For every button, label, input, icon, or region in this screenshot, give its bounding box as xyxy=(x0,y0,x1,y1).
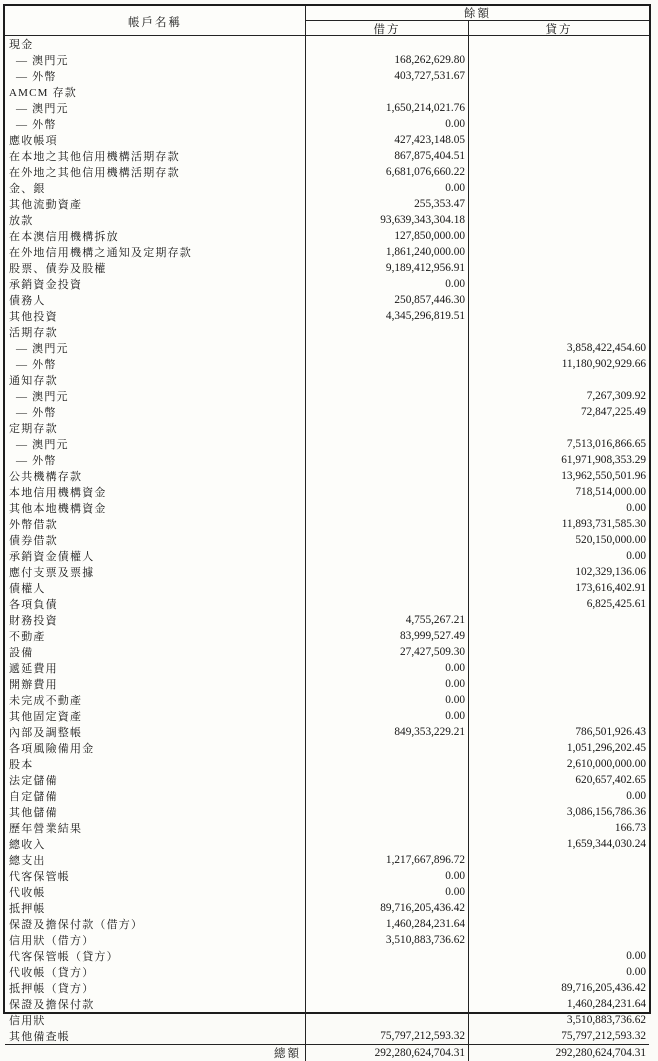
total-debit-value: 292,280,624,704.31 xyxy=(306,1045,469,1061)
table-row xyxy=(5,212,649,228)
debit-cell xyxy=(306,356,469,372)
table-row xyxy=(5,964,649,980)
table-row xyxy=(5,580,649,596)
table-row xyxy=(5,116,649,132)
account-cell: 承銷資金投資 xyxy=(5,276,306,292)
table-row xyxy=(5,532,649,548)
account-cell: 抵押帳（貸方） xyxy=(5,980,306,996)
table-row xyxy=(5,276,649,292)
account-cell: 債券借款 xyxy=(5,532,306,548)
account-cell: 代收帳 xyxy=(5,884,306,900)
debit-cell: 1,460,284,231.64 xyxy=(306,916,469,932)
credit-cell xyxy=(469,676,649,692)
account-cell: 在外地之其他信用機構活期存款 xyxy=(5,164,306,180)
debit-cell: 0.00 xyxy=(306,276,469,292)
debit-cell: 0.00 xyxy=(306,884,469,900)
account-cell: 應付支票及票據 xyxy=(5,564,306,580)
debit-cell xyxy=(306,772,469,788)
table-row xyxy=(5,916,649,932)
credit-cell: 0.00 xyxy=(626,550,646,562)
credit-cell: 2,610,000,000.00 xyxy=(566,758,646,770)
debit-cell xyxy=(306,996,469,1012)
credit-cell: 520,150,000.00 xyxy=(575,534,646,546)
table-body xyxy=(5,36,649,1044)
debit-cell xyxy=(306,484,469,500)
table-row xyxy=(5,292,649,308)
account-cell: — 澳門元 xyxy=(5,388,306,404)
table-row xyxy=(5,932,649,948)
debit-cell xyxy=(306,324,469,340)
credit-cell xyxy=(469,884,649,900)
table-row xyxy=(5,692,649,708)
account-cell: 外幣借款 xyxy=(5,516,306,532)
credit-cell: 166.73 xyxy=(614,822,646,834)
table-row xyxy=(5,868,649,884)
debit-cell: 250,857,446.30 xyxy=(306,292,469,308)
account-cell: 未完成不動產 xyxy=(5,692,306,708)
debit-cell: 1,217,667,896.72 xyxy=(306,852,469,868)
credit-cell xyxy=(469,228,649,244)
debit-cell: 3,510,883,736.62 xyxy=(306,932,469,948)
credit-cell: 0.00 xyxy=(626,790,646,802)
debit-cell: 849,353,229.21 xyxy=(306,724,469,740)
credit-cell xyxy=(469,308,649,324)
account-cell: 應收帳項 xyxy=(5,132,306,148)
debit-cell xyxy=(306,836,469,852)
account-cell: — 外幣 xyxy=(5,404,306,420)
account-cell: 股票、債券及股權 xyxy=(5,260,306,276)
credit-cell: 102,329,136.06 xyxy=(575,566,646,578)
account-cell: 總收入 xyxy=(5,836,306,852)
credit-cell xyxy=(469,68,649,84)
account-cell: 債務人 xyxy=(5,292,306,308)
debit-cell xyxy=(306,548,469,564)
credit-cell xyxy=(469,420,649,436)
debit-cell: 0.00 xyxy=(306,692,469,708)
account-cell: 其他流動資產 xyxy=(5,196,306,212)
balance-header-section xyxy=(306,6,649,37)
debit-cell: 0.00 xyxy=(306,676,469,692)
table-row xyxy=(5,180,649,196)
debit-cell: 0.00 xyxy=(306,660,469,676)
debit-cell xyxy=(306,436,469,452)
credit-cell xyxy=(469,116,649,132)
credit-cell: 13,962,550,501.96 xyxy=(561,470,646,482)
credit-cell: 75,797,212,593.32 xyxy=(561,1030,646,1042)
account-cell: — 澳門元 xyxy=(5,340,306,356)
table-row xyxy=(5,612,649,628)
debit-cell: 255,353.47 xyxy=(306,196,469,212)
account-cell: 其他本地機構資金 xyxy=(5,500,306,516)
account-cell: 總支出 xyxy=(5,852,306,868)
credit-cell xyxy=(469,692,649,708)
account-cell: 在外地信用機構之通知及定期存款 xyxy=(5,244,306,260)
credit-cell xyxy=(469,180,649,196)
debit-cell xyxy=(306,948,469,964)
account-cell: 不動產 xyxy=(5,628,306,644)
account-cell: 抵押帳 xyxy=(5,900,306,916)
account-cell: 金、銀 xyxy=(5,180,306,196)
account-cell: 遞延費用 xyxy=(5,660,306,676)
account-cell: — 澳門元 xyxy=(5,52,306,68)
credit-cell xyxy=(469,260,649,276)
credit-cell xyxy=(469,244,649,260)
credit-cell xyxy=(469,660,649,676)
account-cell: 財務投資 xyxy=(5,612,306,628)
credit-cell xyxy=(469,36,649,52)
debit-column-header: 借方 xyxy=(306,21,469,37)
credit-cell xyxy=(469,164,649,180)
balance-group-header: 餘額 xyxy=(306,6,649,21)
table-row xyxy=(5,900,649,916)
credit-cell xyxy=(469,132,649,148)
credit-cell: 3,510,883,736.62 xyxy=(566,1014,646,1026)
account-cell: 債權人 xyxy=(5,580,306,596)
credit-cell: 1,460,284,231.64 xyxy=(566,998,646,1010)
debit-cell: 27,427,509.30 xyxy=(306,644,469,660)
debit-cell: 93,639,343,304.18 xyxy=(306,212,469,228)
credit-cell xyxy=(469,148,649,164)
account-cell: 信用狀（借方） xyxy=(5,932,306,948)
account-cell: 內部及調整帳 xyxy=(5,724,306,740)
account-cell: 本地信用機構資金 xyxy=(5,484,306,500)
account-cell: — 澳門元 xyxy=(5,436,306,452)
account-cell: 保證及擔保付款（借方） xyxy=(5,916,306,932)
account-cell: 通知存款 xyxy=(5,372,306,388)
table-row xyxy=(5,996,649,1012)
credit-cell xyxy=(469,292,649,308)
table-row xyxy=(5,548,649,564)
account-name-header: 帳戶名稱 xyxy=(5,6,306,37)
credit-cell xyxy=(469,628,649,644)
table-row xyxy=(5,644,649,660)
table-row xyxy=(5,884,649,900)
credit-cell: 3,858,422,454.60 xyxy=(566,342,646,354)
debit-cell: 0.00 xyxy=(306,708,469,724)
table-row xyxy=(5,420,649,436)
account-cell: 放款 xyxy=(5,212,306,228)
table-row xyxy=(5,708,649,724)
account-cell: — 外幣 xyxy=(5,116,306,132)
debit-cell xyxy=(306,516,469,532)
debit-credit-header-row xyxy=(306,21,649,37)
debit-cell: 9,189,412,956.91 xyxy=(306,260,469,276)
credit-cell: 786,501,926.43 xyxy=(575,726,646,738)
table-row xyxy=(5,660,649,676)
account-cell: 承銷資金債權人 xyxy=(5,548,306,564)
table-row xyxy=(5,452,649,468)
debit-cell xyxy=(306,532,469,548)
credit-cell xyxy=(469,276,649,292)
credit-cell xyxy=(469,932,649,948)
table-row xyxy=(5,564,649,580)
credit-cell xyxy=(469,84,649,100)
debit-cell xyxy=(306,500,469,516)
account-cell: 其他儲備 xyxy=(5,804,306,820)
debit-cell: 0.00 xyxy=(306,180,469,196)
table-row xyxy=(5,132,649,148)
debit-cell xyxy=(306,1012,469,1028)
table-row xyxy=(5,516,649,532)
debit-cell xyxy=(306,404,469,420)
debit-cell: 427,423,148.05 xyxy=(306,132,469,148)
credit-cell xyxy=(469,212,649,228)
account-cell: 設備 xyxy=(5,644,306,660)
account-cell: — 外幣 xyxy=(5,68,306,84)
table-row xyxy=(5,628,649,644)
debit-cell: 0.00 xyxy=(306,868,469,884)
credit-cell xyxy=(469,612,649,628)
table-row xyxy=(5,836,649,852)
account-cell: 代收帳（貸方） xyxy=(5,964,306,980)
credit-cell xyxy=(469,372,649,388)
credit-cell: 1,659,344,030.24 xyxy=(566,838,646,850)
debit-cell xyxy=(306,84,469,100)
table-row xyxy=(5,388,649,404)
table-row xyxy=(5,804,649,820)
account-cell: 活期存款 xyxy=(5,324,306,340)
account-cell: 代客保管帳（貸方） xyxy=(5,948,306,964)
credit-cell xyxy=(469,868,649,884)
table-row xyxy=(5,308,649,324)
table-row xyxy=(5,948,649,964)
table-row xyxy=(5,244,649,260)
debit-cell xyxy=(306,820,469,836)
credit-cell xyxy=(469,708,649,724)
debit-cell: 4,755,267.21 xyxy=(306,612,469,628)
debit-cell xyxy=(306,980,469,996)
credit-cell xyxy=(469,100,649,116)
total-label: 總額 xyxy=(5,1045,306,1061)
table-row xyxy=(5,740,649,756)
credit-cell: 0.00 xyxy=(626,950,646,962)
account-cell: 保證及擔保付款 xyxy=(5,996,306,1012)
account-cell: 股本 xyxy=(5,756,306,772)
debit-cell xyxy=(306,596,469,612)
debit-cell: 1,650,214,021.76 xyxy=(306,100,469,116)
credit-cell: 11,893,731,585.30 xyxy=(561,518,646,530)
table-row xyxy=(5,500,649,516)
credit-cell: 3,086,156,786.36 xyxy=(566,806,646,818)
credit-cell xyxy=(469,196,649,212)
debit-cell: 4,345,296,819.51 xyxy=(306,308,469,324)
debit-cell xyxy=(306,340,469,356)
account-cell: 代客保管帳 xyxy=(5,868,306,884)
debit-cell xyxy=(306,804,469,820)
credit-cell: 6,825,425.61 xyxy=(586,598,646,610)
credit-cell: 11,180,902,929.66 xyxy=(561,358,646,370)
account-cell: 其他投資 xyxy=(5,308,306,324)
table-row xyxy=(5,84,649,100)
debit-cell: 0.00 xyxy=(306,116,469,132)
table-row xyxy=(5,356,649,372)
debit-cell: 75,797,212,593.32 xyxy=(306,1028,469,1044)
table-row xyxy=(5,52,649,68)
account-cell: AMCM 存款 xyxy=(5,84,306,100)
credit-cell: 72,847,225.49 xyxy=(581,406,646,418)
debit-cell xyxy=(306,36,469,52)
debit-cell xyxy=(306,372,469,388)
balance-table xyxy=(3,4,651,1060)
table-row xyxy=(5,100,649,116)
credit-cell: 0.00 xyxy=(626,966,646,978)
table-row xyxy=(5,68,649,84)
credit-cell: 1,051,296,202.45 xyxy=(566,742,646,754)
credit-column-header: 貸方 xyxy=(545,24,573,36)
credit-cell xyxy=(469,644,649,660)
credit-cell: 61,971,908,353.29 xyxy=(561,454,646,466)
debit-cell xyxy=(306,452,469,468)
table-row xyxy=(5,404,649,420)
table-row xyxy=(5,196,649,212)
account-cell: 各項風險備用金 xyxy=(5,740,306,756)
credit-cell: 7,267,309.92 xyxy=(586,390,646,402)
account-cell: 開辦費用 xyxy=(5,676,306,692)
debit-cell xyxy=(306,580,469,596)
account-cell: — 外幣 xyxy=(5,452,306,468)
table-row xyxy=(5,260,649,276)
account-cell: 自定儲備 xyxy=(5,788,306,804)
table-row xyxy=(5,148,649,164)
credit-cell xyxy=(469,916,649,932)
credit-cell: 89,716,205,436.42 xyxy=(561,982,646,994)
table-row xyxy=(5,468,649,484)
table-row xyxy=(5,1028,649,1044)
credit-cell xyxy=(469,52,649,68)
credit-cell xyxy=(469,324,649,340)
account-cell: 歷年營業結果 xyxy=(5,820,306,836)
account-cell: 在本地之其他信用機構活期存款 xyxy=(5,148,306,164)
account-cell: 各項負債 xyxy=(5,596,306,612)
debit-cell xyxy=(306,756,469,772)
table-row xyxy=(5,788,649,804)
table-row xyxy=(5,372,649,388)
account-cell: 在本澳信用機構拆放 xyxy=(5,228,306,244)
credit-cell xyxy=(469,852,649,868)
account-cell: 公共機構存款 xyxy=(5,468,306,484)
credit-cell: 0.00 xyxy=(626,502,646,514)
account-cell: 現金 xyxy=(5,36,306,52)
credit-cell: 718,514,000.00 xyxy=(575,486,646,498)
table-row xyxy=(5,724,649,740)
account-cell: — 澳門元 xyxy=(5,100,306,116)
debit-cell xyxy=(306,420,469,436)
debit-cell: 1,861,240,000.00 xyxy=(306,244,469,260)
credit-cell: 7,513,016,866.65 xyxy=(566,438,646,450)
total-row xyxy=(5,1044,649,1061)
table-row xyxy=(5,596,649,612)
table-row xyxy=(5,324,649,340)
account-cell: 定期存款 xyxy=(5,420,306,436)
debit-cell: 403,727,531.67 xyxy=(306,68,469,84)
debit-cell xyxy=(306,564,469,580)
debit-cell xyxy=(306,388,469,404)
debit-cell: 89,716,205,436.42 xyxy=(306,900,469,916)
table-row xyxy=(5,36,649,52)
credit-cell: 620,657,402.65 xyxy=(575,774,646,786)
account-cell: 法定儲備 xyxy=(5,772,306,788)
table-row xyxy=(5,340,649,356)
table-row xyxy=(5,676,649,692)
table-row xyxy=(5,484,649,500)
account-cell: 信用狀 xyxy=(5,1012,306,1028)
debit-cell xyxy=(306,468,469,484)
table-row xyxy=(5,228,649,244)
debit-cell xyxy=(306,964,469,980)
table-row xyxy=(5,980,649,996)
table-header xyxy=(5,6,649,36)
debit-cell xyxy=(306,740,469,756)
debit-cell: 867,875,404.51 xyxy=(306,148,469,164)
table-row xyxy=(5,164,649,180)
debit-cell: 6,681,076,660.22 xyxy=(306,164,469,180)
debit-cell xyxy=(306,788,469,804)
account-cell: — 外幣 xyxy=(5,356,306,372)
table-row xyxy=(5,1012,649,1028)
account-cell: 其他備查帳 xyxy=(5,1028,306,1044)
debit-cell: 83,999,527.49 xyxy=(306,628,469,644)
credit-cell xyxy=(469,900,649,916)
total-credit-value: 292,280,624,704.31 xyxy=(555,1047,646,1059)
table-row xyxy=(5,436,649,452)
table-row xyxy=(5,852,649,868)
credit-cell: 173,616,402.91 xyxy=(575,582,646,594)
account-cell: 其他固定資產 xyxy=(5,708,306,724)
table-row xyxy=(5,772,649,788)
debit-cell: 168,262,629.80 xyxy=(306,52,469,68)
table-row xyxy=(5,756,649,772)
table-row xyxy=(5,820,649,836)
debit-cell: 127,850,000.00 xyxy=(306,228,469,244)
